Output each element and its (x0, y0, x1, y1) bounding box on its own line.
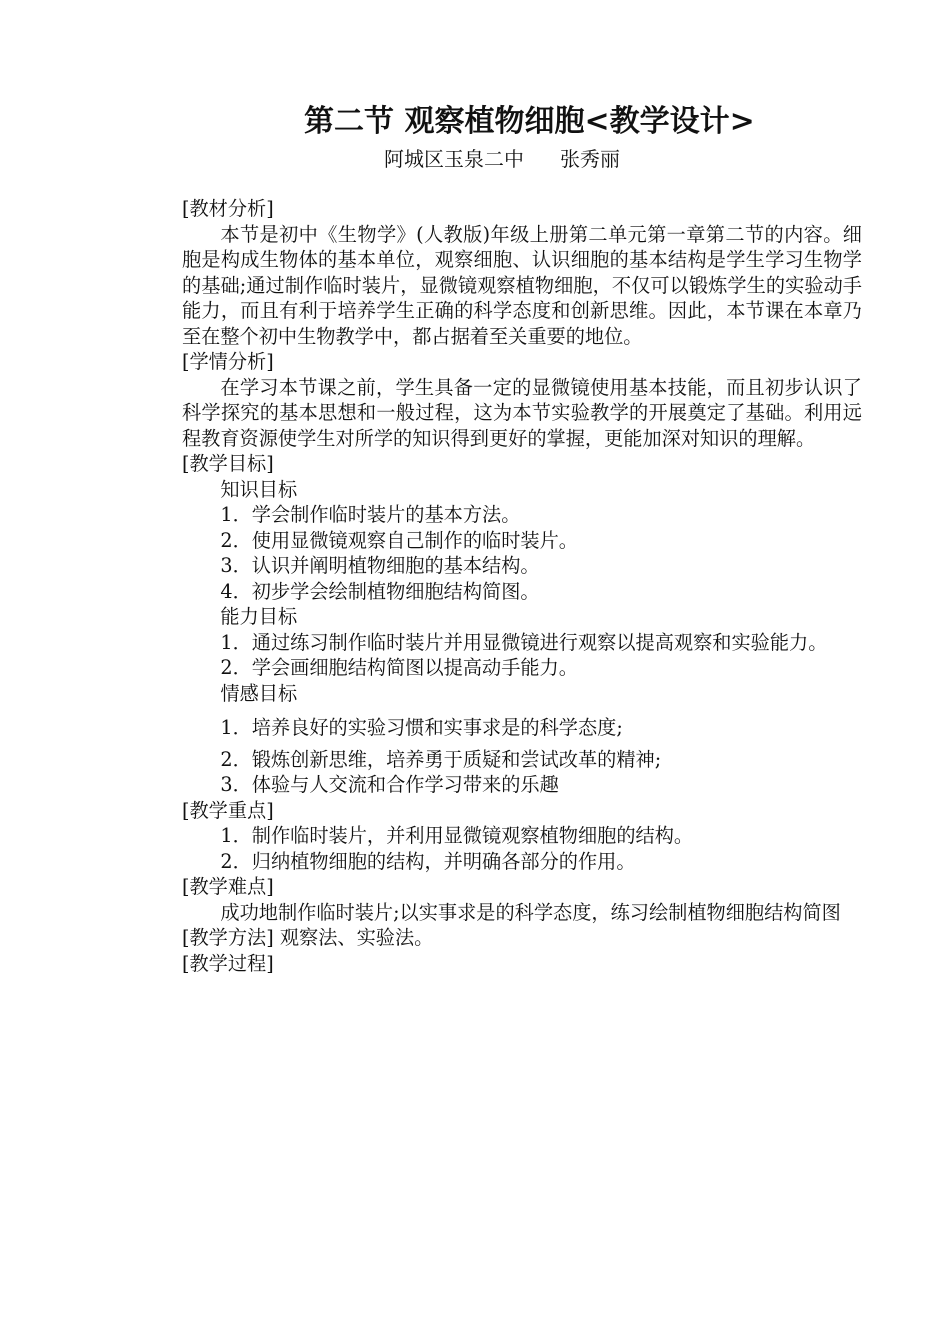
difficulties-paragraph: 成功地制作临时装片;以实事求是的科学态度，练习绘制植物细胞结构简图 (220, 900, 841, 924)
author-line (384, 143, 620, 175)
methods-line (182, 925, 862, 951)
knowledge-goals-label: 知识目标 (220, 477, 298, 501)
emotion-goal-item: 1．培养良好的实验习惯和实事求是的科学态度; (220, 716, 623, 739)
document-title: 第二节 观察植物细胞<教学设计> (304, 104, 755, 139)
emotion-goals-label: 情感目标 (220, 681, 298, 705)
emotion-goal-item: 3．体验与人交流和合作学习带来的乐趣 (220, 773, 559, 796)
students-paragraph: 在学习本节课之前，学生具备一定的显微镜使用基本技能，而且初步认识了科学探究的基本思想和一般过程，这为本节实验教学的开展奠定了基础。利用远程教育资源使学生对所学的知识得到更好的掌握，更能加深对知识的理解。 (182, 375, 862, 450)
ability-goals-label: 能力目标 (220, 605, 298, 628)
emotion-goal-item: 2．锻炼创新思维，培养勇于质疑和尝试改革的精神; (220, 747, 662, 771)
section-heading-key-points: [教学重点] (182, 798, 274, 822)
knowledge-goal-item: 1．学会制作临时装片的基本方法。 (220, 503, 521, 526)
methods-text: 观察法、实验法。 (279, 926, 434, 949)
knowledge-goal-item: 3．认识并阐明植物细胞的基本结构。 (220, 554, 540, 577)
section-heading-methods: [教学方法] (182, 926, 274, 949)
section-heading-goals: [教学目标] (182, 452, 274, 475)
knowledge-goal-item: 2．使用显微镜观察自己制作的临时装片。 (220, 528, 578, 552)
section-heading-material: [教材分析] (182, 197, 274, 220)
section-heading-process: [教学过程] (182, 951, 274, 975)
key-point-item: 2．归纳植物细胞的结构，并明确各部分的作用。 (220, 849, 636, 873)
author-school: 阿城区玉泉二中 (384, 147, 524, 171)
author-name: 张秀丽 (560, 147, 620, 171)
ability-goal-item: 1．通过练习制作临时装片并用显微镜进行观察以提高观察和实验能力。 (220, 630, 828, 654)
document-body (182, 196, 862, 976)
ability-goal-item: 2．学会画细胞结构简图以提高动手能力。 (220, 656, 578, 679)
section-heading-students: [学情分析] (182, 350, 274, 373)
material-paragraph: 本节是初中《生物学》(人教版)年级上册第二单元第一章第二节的内容。细胞是构成生物体的基本单位，观察细胞、认识细胞的基本结构是学生学习生物学的基础;通过制作临时装片，显微镜观察植物细胞，不仅可以锻炼学生的实验动手能力，而且有利于培养学生正确的科学态度和创新思维。因此，本节课在本章乃至在整个初中生物教学中，都占据着至关重要的地位。 (182, 222, 862, 348)
key-point-item: 1．制作临时装片，并利用显微镜观察植物细胞的结构。 (220, 824, 694, 847)
knowledge-goal-item: 4．初步学会绘制植物细胞结构简图。 (220, 579, 540, 603)
section-heading-difficulties: [教学难点] (182, 875, 274, 898)
